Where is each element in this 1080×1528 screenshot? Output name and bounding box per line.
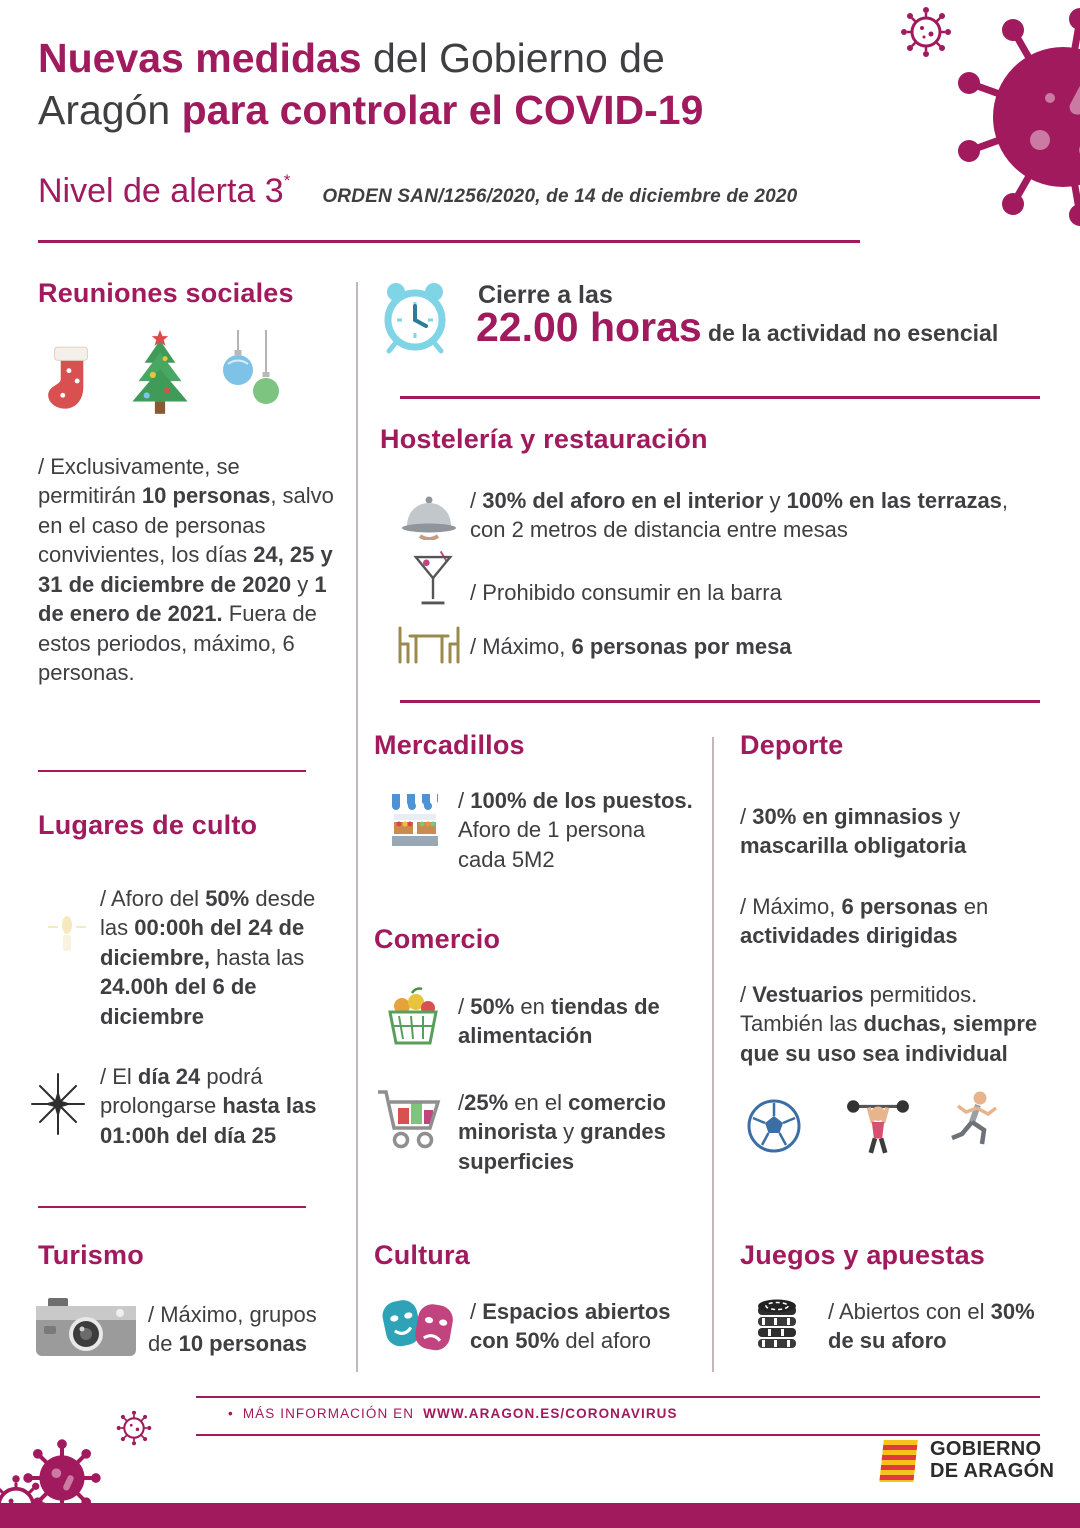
- title-accent-1: Nuevas medidas: [38, 35, 362, 81]
- virus-icon: [928, 2, 1080, 248]
- divider: [712, 737, 714, 1372]
- grocery-basket-icon: [382, 986, 444, 1050]
- baubles-icon: [220, 330, 284, 422]
- title-accent-2: para controlar el COVID-19: [181, 87, 704, 134]
- reuniones-text: / Exclusivamente, se permitirán 10 personas, salvo en el caso de personas convivientes, los días 24, 25 y 31 de diciembre de 2020 y 1 de enero de 2021. Fuera de estos periodos, máximo, 6 personas.: [38, 454, 334, 686]
- poker-chips-icon: [752, 1292, 808, 1354]
- lugares-text-2: / El día 24 podrá prolongarse hasta las 01:00h del día 25: [100, 1064, 317, 1148]
- section-heading-juegos: Juegos y apuestas: [740, 1240, 986, 1270]
- divider: [400, 396, 1040, 399]
- title-rest-1: del Gobierno de: [361, 35, 665, 81]
- juegos-text: / Abiertos con el 30% de su aforo: [828, 1299, 1035, 1354]
- camera-icon: [36, 1296, 136, 1358]
- mercadillos-text: / 100% de los puestos. Aforo de 1 persona cada 5M2: [458, 788, 693, 872]
- logo-line-2: DE ARAGÓN: [930, 1460, 1055, 1482]
- turismo-text: / Máximo, grupos de 10 personas: [148, 1302, 317, 1357]
- virus-outline-icon: [116, 1410, 152, 1446]
- divider: [38, 240, 860, 243]
- section-heading-mercadillos: Mercadillos: [374, 730, 525, 760]
- christmas-tree-icon: [124, 330, 196, 422]
- section-heading-deporte: Deporte: [740, 730, 844, 760]
- cultura-text: / Espacios abiertos con 50% del aforo: [470, 1299, 671, 1354]
- cierre-time: 22.00 horas: [476, 304, 702, 350]
- page-title: [38, 32, 703, 136]
- section-heading-turismo: Turismo: [38, 1240, 144, 1270]
- divider: [356, 282, 358, 1372]
- gobierno-aragon-logo: [876, 1438, 1054, 1484]
- soccer-ball-icon: [746, 1098, 802, 1154]
- divider: [196, 1396, 1040, 1398]
- footer-url: WWW.ARAGON.ES/CORONAVIRUS: [423, 1406, 678, 1421]
- hosteleria-text-1: / 30% del aforo en el interior y 100% en las terrazas, con 2 metros de distancia entre mesas: [470, 488, 1009, 543]
- bottom-bar: [0, 1503, 1080, 1528]
- footer-info: [228, 1406, 678, 1421]
- cierre-intro: Cierre a las: [478, 281, 613, 309]
- divider: [196, 1434, 1040, 1436]
- divider: [38, 1206, 306, 1208]
- table-chairs-icon: [396, 622, 462, 668]
- theater-masks-icon: [378, 1292, 458, 1356]
- hosteleria-text-3: / Máximo, 6 personas por mesa: [470, 634, 792, 659]
- alert-level: Nivel de alerta 3*: [38, 170, 291, 210]
- order-reference: ORDEN SAN/1256/2020, de 14 de diciembre de 2020: [322, 186, 798, 207]
- deporte-text-2: / Máximo, 6 personas en actividades dirigidas: [740, 894, 989, 949]
- shopping-cart-icon: [376, 1084, 444, 1154]
- section-heading-comercio: Comercio: [374, 924, 501, 954]
- comercio-text-1: / 50% en tiendas de alimentación: [458, 994, 660, 1049]
- runner-icon: [946, 1090, 1002, 1152]
- candle-icon: [44, 912, 90, 956]
- cierre-detail: de la actividad no esencial: [701, 320, 999, 346]
- hosteleria-text-2: / Prohibido consumir en la barra: [470, 580, 782, 605]
- divider: [38, 770, 306, 772]
- bullet: •: [228, 1406, 234, 1421]
- title-rest-2: Aragón: [38, 87, 182, 134]
- logo-text: [930, 1439, 1054, 1482]
- section-heading-lugares: Lugares de culto: [38, 810, 258, 840]
- deporte-text-3: / Vestuarios permitidos. También las duchas, siempre que su uso sea individual: [740, 982, 1038, 1066]
- divider: [400, 700, 1040, 703]
- christmas-icons: [42, 330, 284, 422]
- deporte-text-1: / 30% en gimnasios y mascarilla obligatoria: [740, 804, 967, 859]
- section-heading-cultura: Cultura: [374, 1240, 470, 1270]
- alarm-clock-icon: [382, 280, 448, 354]
- comercio-text-2: /25% en el comercio minorista y grandes superficies: [458, 1090, 666, 1174]
- cocktail-icon: [412, 550, 454, 610]
- alert-asterisk: *: [283, 170, 291, 190]
- section-heading-reuniones: Reuniones sociales: [38, 278, 294, 308]
- cloche-icon: [400, 492, 458, 540]
- weightlifting-icon: [845, 1092, 911, 1156]
- star-icon: [26, 1072, 90, 1136]
- section-heading-hosteleria: Hostelería y restauración: [380, 424, 708, 454]
- lugares-text-1: / Aforo del 50% desde las 00:00h del 24 de diciembre, hasta las 24.00h del 6 de diciembre: [100, 886, 316, 1029]
- footer-info-text: MÁS INFORMACIÓN EN: [242, 1406, 415, 1421]
- stocking-icon: [42, 344, 100, 422]
- market-stall-icon: [384, 790, 446, 852]
- logo-line-1: GOBIERNO: [930, 1438, 1042, 1461]
- aragon-flag-icon: [876, 1438, 920, 1484]
